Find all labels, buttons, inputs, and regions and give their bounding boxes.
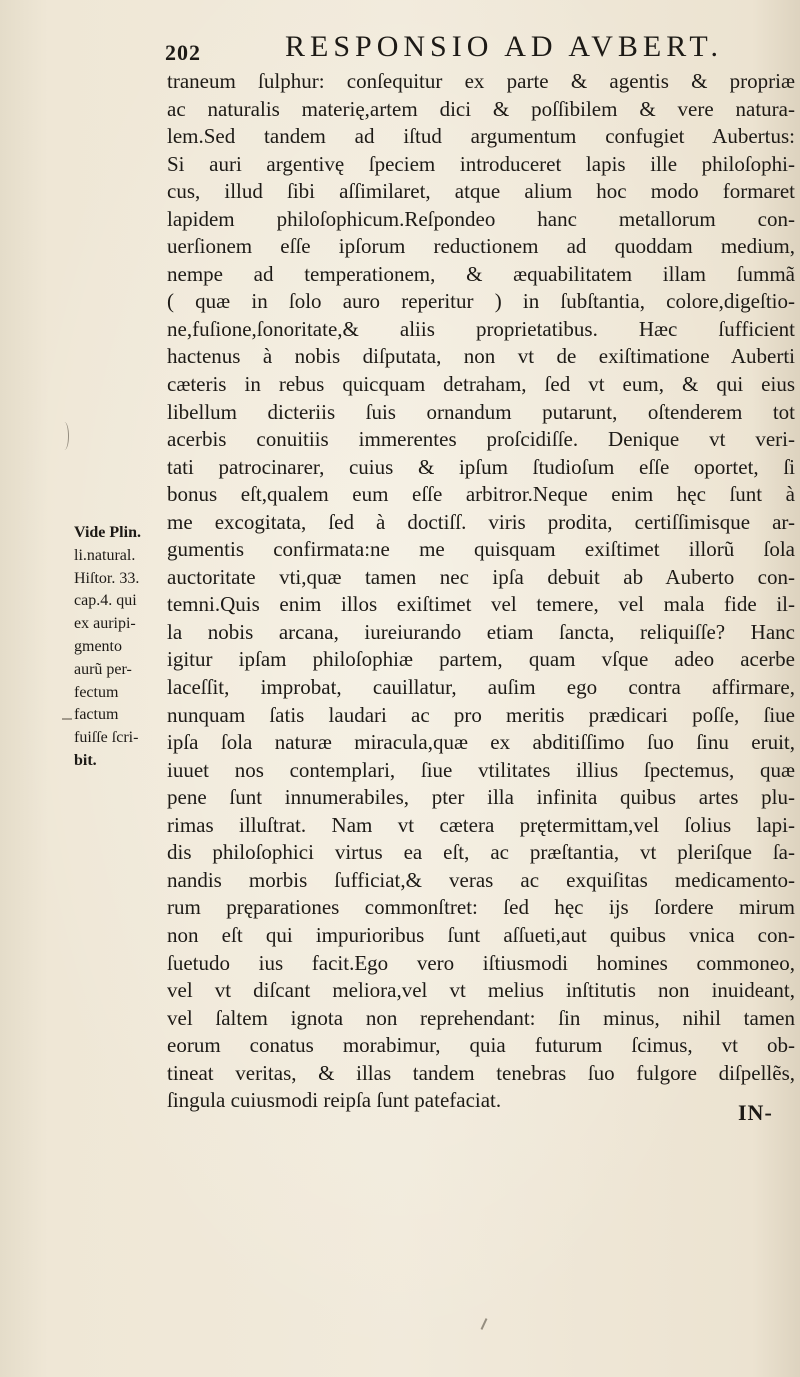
text-line: ſingula cuiusmodi reipſa ſunt patefaciat. — [167, 1088, 502, 1113]
text-line: nunquam ſatis laudari ac pro meritis prædicari poſſe, ſiue — [167, 702, 795, 727]
text-line: vel ſaltem ignota non reprehendant: ſin minus, nihil tamen — [167, 1005, 795, 1030]
text-line: ne,fuſione,ſonoritate,& aliis proprietatibus. Hæc ſufficient — [167, 316, 795, 341]
catchword: IN- — [738, 1100, 773, 1125]
ink-mark — [481, 1318, 488, 1330]
margin-note-line: gmento — [74, 637, 122, 655]
text-line: bonus eſt,qualem eum eſſe arbitror.Neque enim hęc ſunt à — [167, 482, 795, 507]
text-line: acerbis conuitiis immerentes proſcidiſſe. Denique vt veri- — [167, 427, 795, 452]
margin-note-line: li.natural. — [74, 546, 136, 564]
margin-stain — [60, 422, 69, 450]
text-line: me excogitata, ſed à doctiſſ. viris prodita, certiſſimisque ar- — [167, 509, 795, 534]
running-title: RESPONSIO AD AVBERT. — [285, 30, 723, 63]
text-line: cæteris in rebus quicquam detraham, ſed vt eum, & qui eius — [167, 372, 795, 397]
text-line: uerſionem eſſe ipſorum reductionem ad quoddam medium, — [167, 234, 795, 259]
running-head — [0, 28, 800, 68]
text-line: lem.Sed tandem ad iſtud argumentum confugiet Aubertus: — [167, 124, 795, 149]
margin-note-line: Hiſtor. 33. — [74, 569, 140, 587]
text-line: hactenus à nobis diſputata, non vt de exiſtimatione Auberti — [167, 344, 795, 369]
body-text — [167, 68, 795, 1115]
margin-note-line: bit. — [74, 751, 97, 769]
text-line: tati patrocinarer, cuius & ipſum ſtudioſum eſſe oportet, ſi — [167, 454, 795, 479]
text-line: gumentis confirmata:ne me quisquam exiſtimet illorũ ſola — [167, 537, 795, 562]
text-line: nempe ad temperationem, & æquabilitatem illam ſummã — [167, 261, 795, 286]
margin-note-line: aurũ per- — [74, 660, 132, 678]
text-line: Si auri argentivę ſpeciem introduceret lapis ille philoſophi- — [167, 151, 795, 176]
text-line: rimas illuſtrat. Nam vt cætera prętermittam,vel ſolius lapi- — [167, 812, 795, 837]
text-line: lapidem philoſophicum.Reſpondeo hanc metallorum con- — [167, 206, 795, 231]
text-line: la nobis arcana, iureiurando etiam ſancta, reliquiſſe? Hanc — [167, 619, 795, 644]
margin-note-line: ex auripi- — [74, 615, 136, 633]
text-line: dis philoſophici virtus ea eſt, ac præſtantia, vt pleriſque ſa- — [167, 840, 795, 865]
text-line: laceſſit, improbat, cauillatur, auſim ego contra affirmare, — [167, 675, 795, 700]
margin-note-line: fuiſſe ſcri- — [74, 729, 139, 747]
text-line: traneum ſulphur: conſequitur ex parte & agentis & propriæ — [167, 69, 795, 93]
text-line: iuuet nos contemplari, ſiue vtilitates illius ſpectemus, quæ — [167, 757, 795, 782]
text-line: ( quæ in ſolo auro reperitur ) in ſubſtantia, colore,digeſtio- — [167, 289, 795, 314]
text-line: eorum conatus morabimur, quia futurum ſcimus, vt ob- — [167, 1033, 795, 1058]
text-line: nandis morbis ſufficiat,& veras ac exquiſitas medicamento- — [167, 867, 795, 892]
text-line: tineat veritas, & illas tandem tenebras ſuo fulgore diſpellẽs, — [167, 1060, 795, 1085]
margin-note — [74, 522, 166, 773]
text-line: igitur ipſam philoſophiæ partem, quam vſque adeo acerbe — [167, 647, 795, 672]
text-line: vel vt diſcant meliora,vel vt melius inſtitutis non inuideant, — [167, 978, 795, 1003]
margin-note-line: fectum — [74, 683, 119, 701]
text-line: temni.Quis enim illos exiſtimet vel temere, vel mala fide il- — [167, 592, 795, 617]
text-line: non eſt qui impurioribus ſunt aſſueti,aut quibus vnica con- — [167, 922, 795, 947]
margin-note-line: factum — [74, 706, 119, 724]
text-line: ac naturalis materię,artem dici & poſſibilem & vere natura- — [167, 96, 795, 121]
text-line: cus, illud ſibi aſſimilaret, atque alium hoc modo formaret — [167, 179, 795, 204]
margin-stain — [62, 718, 72, 720]
text-line: auctoritate vti,quæ tamen nec ipſa debuit ab Auberto con- — [167, 564, 795, 589]
text-line: ſuetudo ius facit.Ego vero iſtiusmodi homines commoneo, — [167, 950, 795, 975]
margin-note-line: cap.4. qui — [74, 592, 137, 610]
text-line: pene ſunt innumerabiles, pter illa infinita quibus artes plu- — [167, 785, 795, 810]
text-line: libellum dicteriis ſuis ornandum putarunt, oſtenderem tot — [167, 399, 795, 424]
margin-note-line: Vide Plin. — [74, 524, 141, 541]
page-number: 202 — [165, 40, 201, 65]
text-line: rum pręparationes commonſtret: ſed hęc ijs ſordere mirum — [167, 895, 795, 920]
text-line: ipſa ſola naturæ miracula,quæ ex abditiſſimo ſuo ſinu eruit, — [167, 730, 795, 755]
